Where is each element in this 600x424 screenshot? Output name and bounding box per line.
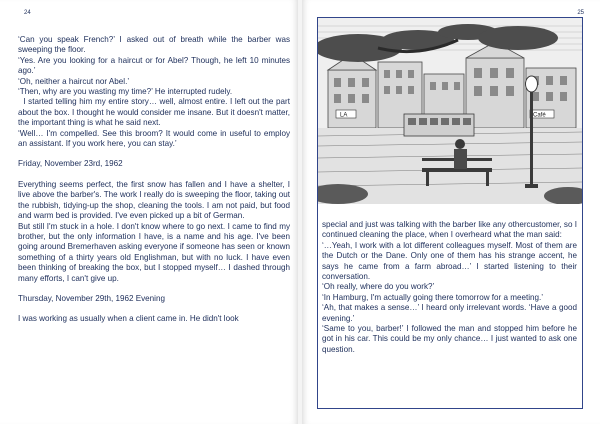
street-sketch-illustration xyxy=(318,18,582,204)
paragraph: I was working as usually when a client came in. He didn't look xyxy=(18,314,239,324)
paragraph: ‘Same to you, barber!’ I followed the man and stopped him before he got in his car. This could be my only chance… I just wanted to ask one question. xyxy=(322,324,577,354)
shop-sign-text: LA xyxy=(340,112,348,119)
cafe-sign-text: Café xyxy=(533,112,546,119)
page-number-left: 24 xyxy=(24,10,31,16)
paragraph: ‘Well… I'm compelled. See this broom? It would come in useful to employ an assistant. If you work here, you can stay.’ xyxy=(18,128,290,149)
paragraph: ‘Ah, that makes a sense…’ I heard only irrelevant words. ‘Have a good evening.’ xyxy=(322,303,577,323)
left-page xyxy=(0,0,298,424)
paragraph: ‘Oh, neither a haircut nor Abel.’ xyxy=(18,76,130,86)
paragraph: ‘…Yeah, I work with a lot different colleagues myself. Most of them are the Dutch or the Dane. Only one of them has his strange accent, he says he came from a farm abroad…’ I started listening to their conversation. xyxy=(322,240,577,282)
paragraph: ‘Yes. Are you looking for a haircut or for Abel? Though, he left 10 minutes ago.’ xyxy=(18,55,290,76)
date-heading: Friday, November 23rd, 1962 xyxy=(18,159,123,169)
left-page-text xyxy=(18,35,293,325)
paragraph: ‘Can you speak French?’ I asked out of breath while the barber was sweeping the floor. xyxy=(18,35,290,55)
paragraph: I started telling him my entire story… well, almost entire. I left out the part about the box. I thought he would consider me insane. But it doesn't matter, the important thing is what he said next. xyxy=(18,97,293,128)
paragraph: Everything seems perfect, the first snow has fallen and I have a shelter, I live above the barber's. The work I really do is sweeping the floor, taking out the rubbish, tidying-up the shop, cleaning the tools. I am not paid, but food and warm bed is provided. I've even picked up a bit of German. xyxy=(18,179,290,221)
paragraph: ‘In Hamburg, I'm actually going there tomorrow for a meeting.’ xyxy=(322,292,544,302)
paragraph: ‘Oh really, where do you work?’ xyxy=(322,282,435,292)
right-page xyxy=(302,0,600,424)
paragraph: ‘Then, why are you wasting my time?’ He interrupted rudely. xyxy=(18,87,233,97)
date-heading: Thursday, November 29th, 1962 Evening xyxy=(18,293,165,303)
right-page-text xyxy=(322,220,577,355)
paragraph: special and just was talking with the barber like any othercustomer, so I continued cleaning the place, when I overheard what the man said: xyxy=(322,220,577,240)
page-number-right: 25 xyxy=(577,10,584,16)
paragraph: But still I'm stuck in a hole. I don't know where to go next. I came to find my brother, but the only information I have, is a name and his age. I've been going around Bremerhaven asking everyone if someone has seen or known something of a thirty years old Englishman, but with no luck. I have even been thinking of breaking the box, but I stopped myself… I dashed through many efforts, I can't give up. xyxy=(18,221,290,283)
